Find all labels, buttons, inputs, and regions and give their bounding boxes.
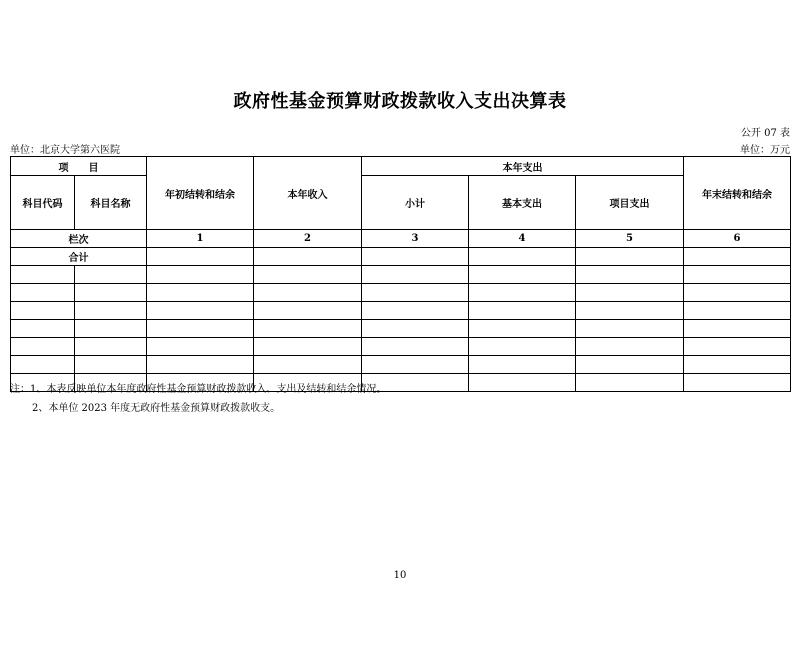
table-cell [469, 302, 576, 320]
subject-code-cell [11, 356, 75, 374]
column-number-label: 栏次 [11, 230, 147, 248]
table-cell [684, 302, 791, 320]
column-number: 6 [684, 230, 791, 248]
project-expense-header: 项目支出 [576, 176, 684, 230]
basic-expense-header: 基本支出 [469, 176, 576, 230]
table-cell [362, 320, 469, 338]
annual-expense-header: 本年支出 [362, 157, 684, 176]
subtotal-header: 小计 [362, 176, 469, 230]
column-number: 3 [362, 230, 469, 248]
table-cell [469, 284, 576, 302]
begin-balance-header: 年初结转和结余 [147, 157, 254, 230]
total-cell [362, 248, 469, 266]
table-cell [254, 302, 362, 320]
annual-income-header: 本年收入 [254, 157, 362, 230]
table-cell [576, 320, 684, 338]
table-cell [362, 266, 469, 284]
header-row-1 [11, 157, 791, 176]
table-cell [254, 266, 362, 284]
total-cell [576, 248, 684, 266]
table-cell [576, 284, 684, 302]
table-cell [147, 338, 254, 356]
table-cell [576, 266, 684, 284]
table-cell [147, 266, 254, 284]
table-cell [469, 338, 576, 356]
table-cell [254, 356, 362, 374]
table-cell [362, 356, 469, 374]
subject-name-cell [75, 302, 147, 320]
subject-name-cell [75, 320, 147, 338]
subject-name-cell [75, 266, 147, 284]
table-cell [147, 320, 254, 338]
table-cell [684, 356, 791, 374]
table-cell [684, 266, 791, 284]
column-number: 5 [576, 230, 684, 248]
form-number: 公开 07 表 [740, 128, 790, 139]
table-row [11, 284, 791, 302]
table-cell [254, 338, 362, 356]
subject-name-header: 科目名称 [75, 176, 147, 230]
subject-code-header: 科目代码 [11, 176, 75, 230]
table-cell [362, 302, 469, 320]
subject-code-cell [11, 320, 75, 338]
table-cell [576, 356, 684, 374]
column-number: 4 [469, 230, 576, 248]
table-cell [469, 356, 576, 374]
table-row [11, 338, 791, 356]
table-row [11, 320, 791, 338]
table-cell [684, 338, 791, 356]
page-number: 10 [393, 570, 407, 581]
table-cell [147, 302, 254, 320]
table-cell [684, 284, 791, 302]
total-cell [469, 248, 576, 266]
subject-code-cell [11, 338, 75, 356]
table-row [11, 266, 791, 284]
table-cell [147, 356, 254, 374]
footnotes [10, 380, 386, 418]
footnote-2: 2、本单位 2023 年度无政府性基金预算财政拨款收支。 [32, 403, 281, 414]
table-cell [684, 374, 791, 392]
subject-name-cell [75, 284, 147, 302]
table-cell [362, 338, 469, 356]
table-cell [147, 284, 254, 302]
table-cell [254, 284, 362, 302]
column-number: 2 [254, 230, 362, 248]
header-row-2 [11, 176, 791, 230]
data-rows [11, 266, 791, 392]
footnote-1: 注：1、本表反映单位本年度政府性基金预算财政拨款收入、支出及结转和结余情况。 [10, 384, 387, 395]
table-cell [684, 320, 791, 338]
table-cell [576, 302, 684, 320]
column-number-row [11, 230, 791, 248]
items-header: 项 目 [11, 157, 147, 176]
end-balance-header: 年末结转和结余 [684, 157, 791, 230]
table-cell [469, 374, 576, 392]
budget-table [10, 156, 791, 392]
subject-code-cell [11, 284, 75, 302]
table-cell [576, 374, 684, 392]
subject-code-cell [11, 302, 75, 320]
currency-unit: 单位：万元 [740, 145, 790, 156]
subject-name-cell [75, 356, 147, 374]
total-cell [684, 248, 791, 266]
subject-code-cell [11, 266, 75, 284]
reporting-unit: 单位：北京大学第六医院 [10, 145, 120, 156]
total-label: 合计 [11, 248, 147, 266]
table-cell [469, 320, 576, 338]
page-title: 政府性基金预算财政拨款收入支出决算表 [233, 91, 567, 112]
total-cell [254, 248, 362, 266]
table-cell [362, 284, 469, 302]
table-row [11, 302, 791, 320]
total-cell [147, 248, 254, 266]
table-row [11, 356, 791, 374]
subject-name-cell [75, 338, 147, 356]
table-cell [254, 320, 362, 338]
table-cell [469, 266, 576, 284]
table-cell [576, 338, 684, 356]
total-row [11, 248, 791, 266]
column-number: 1 [147, 230, 254, 248]
